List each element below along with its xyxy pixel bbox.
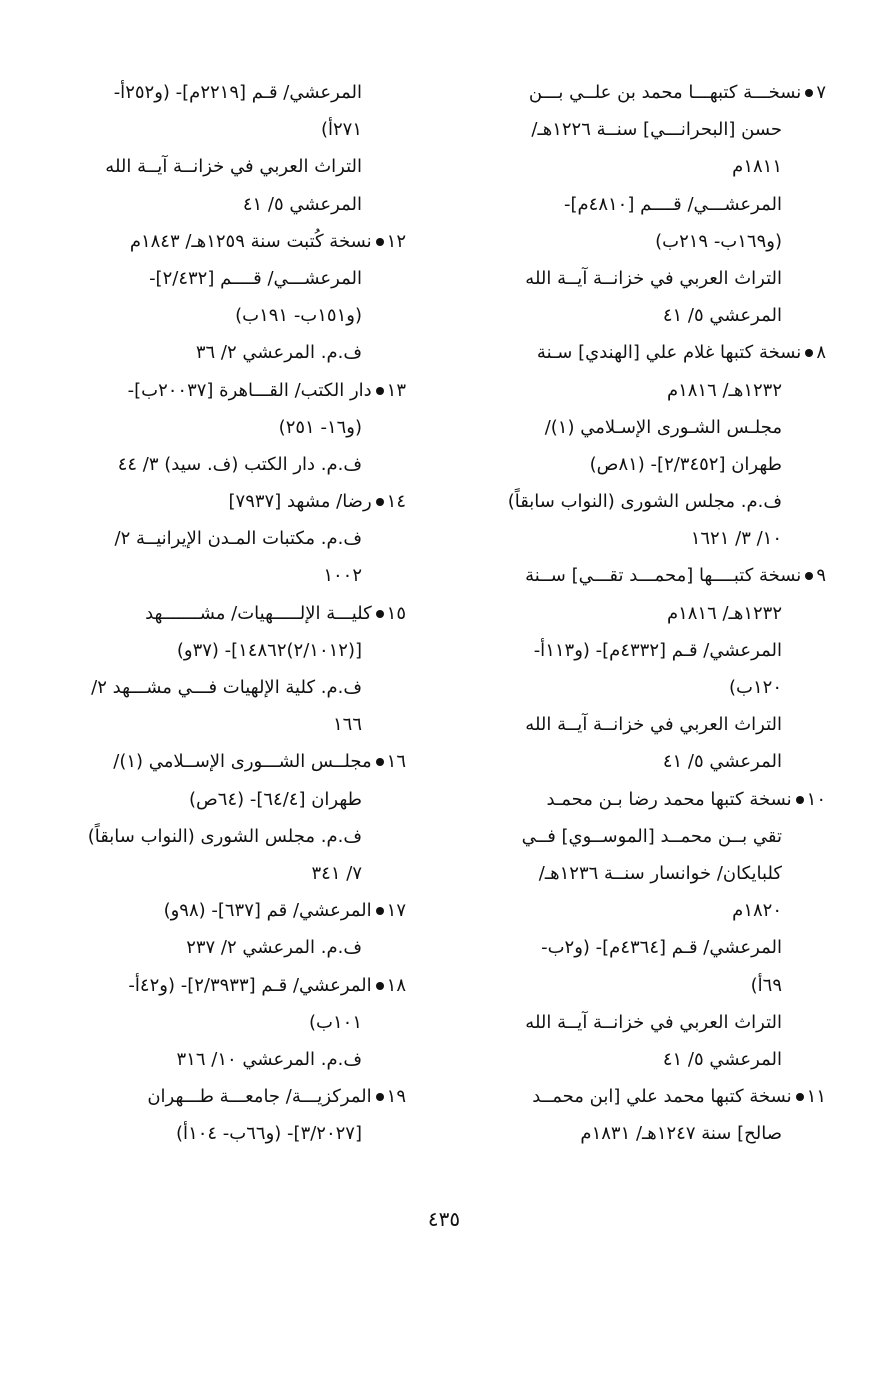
location-line [470,446,826,483]
entry-line [470,111,826,148]
location-line [76,1004,406,1041]
location-line [470,223,826,260]
manuscript-entry [76,372,406,484]
entry-heading-line [76,967,406,1004]
entry-text: ١٢٣٢هـ/ ١٨١٦م [666,602,782,624]
entry-heading-line [76,372,406,409]
location-line [76,706,406,743]
location-text: ٢٧١أ) [320,119,362,141]
left-column [76,74,406,1152]
location-text: المرعشي ٥/ ٤١ [662,1048,782,1070]
location-line [470,297,826,334]
location-line [470,669,826,706]
location-text: المرعشي/ قـم [٤٣٣٢م]- (و١١٣أ- [533,639,782,661]
location-line [76,1115,406,1152]
entry-text: ١٢٣٢هـ/ ١٨١٦م [666,379,782,401]
manuscript-entry [76,892,406,966]
location-text: ١٠١ب) [309,1011,362,1033]
entry-text: كليـــة الإلـــــهيات/ مشـــــــهد [145,602,372,624]
bullet-icon [376,982,384,990]
location-line [76,632,406,669]
entry-heading-line [76,1078,406,1115]
location-text: ف.م. المرعشي ٢/ ٢٣٧ [186,937,362,959]
manuscript-entry [470,781,826,1079]
entry-heading-line [470,781,826,818]
manuscript-entry [470,334,826,557]
entry-text: المركزيـــة/ جامعـــة طـــهران [147,1086,372,1108]
location-text: (و١٥١ب- ١٩١ب) [235,305,362,327]
location-text: ١٦٦ [332,714,362,736]
manuscript-entry [76,74,406,223]
entry-text: حسن [البحرانـــي] سنــة ١٢٢٦هـ/ [531,119,782,141]
manuscript-entry [76,967,406,1079]
location-line [76,148,406,185]
location-line [76,669,406,706]
location-line [76,111,406,148]
location-line [470,1004,826,1041]
entry-text: صالح] سنة ١٢٤٧هـ/ ١٨٣١م [580,1123,782,1145]
location-text: ١٠/ ٣/ ١٦٢١ [690,528,782,550]
entry-heading-line [470,557,826,594]
location-line [470,260,826,297]
entry-line [470,595,826,632]
entry-text: نسخة كتبــــها [محمـــد تقـــي] ســنة [525,565,802,587]
bullet-icon [805,349,813,357]
entry-number: ٨ [816,342,826,364]
location-text: المرعشي/ قـم [٤٣٦٤م]- (و٢ب- [541,937,782,959]
location-text: ف.م. المرعشي ٢/ ٣٦ [195,342,362,364]
entry-line [470,892,826,929]
manuscript-entry [76,1078,406,1152]
location-text: المرعشي ٥/ ٤١ [662,305,782,327]
entry-number: ١٥ [386,602,406,624]
right-column [470,74,826,1152]
location-line [470,186,826,223]
entry-text: تقي بــن محمــد [الموســوي] فــي [521,825,782,847]
bullet-icon [376,758,384,766]
location-text: التراث العربي في خزانــة آيــة الله [525,1011,782,1033]
bullet-icon [796,1093,804,1101]
entry-text: نسخة كُتبت سنة ١٢٥٩هـ/ ١٨٤٣م [129,230,372,252]
location-line [470,929,826,966]
entry-text: المرعشي/ قـم [٢/٣٩٣٣]- (و٤٢أ- [128,974,372,996]
manuscript-entry [470,1078,826,1152]
location-text: (و١٦٩ب- ٢١٩ب) [655,230,782,252]
entry-heading-line [76,892,406,929]
location-line [76,74,406,111]
entry-heading-line [76,743,406,780]
entry-number: ١٩ [386,1086,406,1108]
location-line [76,260,406,297]
location-text: ف.م. دار الكتب (ف. سيد) ٣/ ٤٤ [117,453,362,475]
entry-number: ١١ [806,1086,826,1108]
location-line [76,446,406,483]
location-line [470,743,826,780]
entry-number: ١٨ [386,974,406,996]
location-line [76,186,406,223]
page-number: ٤٣٥ [427,1207,461,1231]
bullet-icon [376,1093,384,1101]
location-text: المرعشـــي/ قــــم [٤٨١٠م]- [564,193,782,215]
entry-heading-line [470,334,826,371]
location-line [470,967,826,1004]
bullet-icon [376,387,384,395]
entry-number: ٩ [816,565,826,587]
location-text: ١٢٠ب) [729,677,782,698]
entry-text: ١٨١١م [732,156,782,178]
manuscript-entry [76,483,406,595]
location-text: ف.م. مجلس الشورى (النواب سابقاً) [507,491,782,513]
location-text: المرعشي/ قـم [٢٢١٩م]- (و٢٥٢أ- [113,82,362,103]
location-text: التراث العربي في خزانــة آيــة الله [105,156,362,178]
location-line [470,409,826,446]
entry-number: ١٠ [806,788,826,810]
location-text: طهران [٢/٣٤٥٢]- (٨١ص) [589,453,782,475]
location-line [470,706,826,743]
entry-line [470,1115,826,1152]
entry-text: رضا/ مشهد [٧٩٣٧] [228,491,372,513]
location-line [470,520,826,557]
location-line [470,632,826,669]
manuscript-entry [76,223,406,372]
entry-text: نسخـــة كتبهـــا محمد بن علــي بـــن [528,82,802,103]
entry-number: ١٧ [386,900,406,922]
location-text: ف.م. مجلس الشورى (النواب سابقاً) [87,825,362,847]
manuscript-entry [76,743,406,892]
location-text: [٣/٢٠٢٧]- (و٦٦ب- ١٠٤أ) [176,1123,362,1145]
location-line [76,334,406,371]
location-text: التراث العربي في خزانــة آيــة الله [525,267,782,289]
entry-heading-line [470,74,826,111]
location-text: ٧/ ٣٤١ [311,862,362,884]
entry-heading-line [470,1078,826,1115]
location-text: (و١٦- ٢٥١) [278,416,362,438]
location-line [76,409,406,446]
bullet-icon [376,610,384,618]
entry-heading-line [76,223,406,260]
entry-text: كلبايكان/ خوانسار سنــة ١٢٣٦هـ/ [538,862,782,884]
location-line [470,1041,826,1078]
location-line [76,520,406,557]
location-line [76,1041,406,1078]
bullet-icon [805,572,813,580]
location-text: المرعشي ٥/ ٤١ [242,193,362,215]
location-text: مجلـس الشـورى الإسـلامي (١)/ [544,416,782,438]
location-text: ف.م. كلية الإلهيات فـــي مشـــهد ٢/ [91,677,362,698]
location-text: التراث العربي في خزانــة آيــة الله [525,714,782,736]
entry-line [470,855,826,892]
bullet-icon [805,89,813,97]
manuscript-entry [76,595,406,744]
location-line [76,557,406,594]
entry-line [470,148,826,185]
manuscript-entry [470,74,826,334]
location-text: ١٠٠٢ [323,565,362,587]
location-text: المرعشي ٥/ ٤١ [662,751,782,773]
entry-text: دار الكتب/ القـــاهرة [٢٠٠٣٧ب]- [127,379,372,401]
entry-number: ١٢ [386,230,406,252]
entry-line [470,818,826,855]
bullet-icon [796,796,804,804]
location-text: المرعشـــي/ قــــم [٢/٤٣٢]- [149,267,362,289]
entry-number: ١٦ [386,751,406,773]
location-text: ف.م. مكتبات المـدن الإيرانيــة ٢/ [114,528,362,550]
entry-heading-line [76,483,406,520]
location-line [76,929,406,966]
location-line [470,483,826,520]
location-text: طهران [٦٤/٤]- (٦٤ص) [188,788,362,810]
bullet-icon [376,907,384,915]
entry-text: ١٨٢٠م [732,900,782,922]
location-text: [(٢/١٠١٢)١٤٨٦٢]- (٣٧و) [176,639,362,661]
entry-text: المرعشي/ قم [٦٣٧]- (٩٨و) [163,900,372,922]
manuscript-entry [470,557,826,780]
entry-line [470,372,826,409]
location-text: ف.م. المرعشي ١٠/ ٣١٦ [176,1048,362,1070]
entry-text: مجلــس الشـــورى الإســلامي (١)/ [113,751,372,773]
location-line [76,781,406,818]
entry-number: ١٣ [386,379,406,401]
bullet-icon [376,238,384,246]
entry-heading-line [76,595,406,632]
entry-text: نسخة كتبها غلام علي [الهندي] سـنة [536,342,802,364]
location-line [76,818,406,855]
bullet-icon [376,498,384,506]
entry-number: ١٤ [386,491,406,513]
location-line [76,297,406,334]
entry-number: ٧ [816,82,826,103]
entry-text: نسخة كتبها محمد علي [ابن محمــد [532,1086,792,1108]
location-text: ٦٩أ) [750,974,782,996]
entry-text: نسخة كتبها محمد رضا بـن محمـد [546,788,792,810]
location-line [76,855,406,892]
